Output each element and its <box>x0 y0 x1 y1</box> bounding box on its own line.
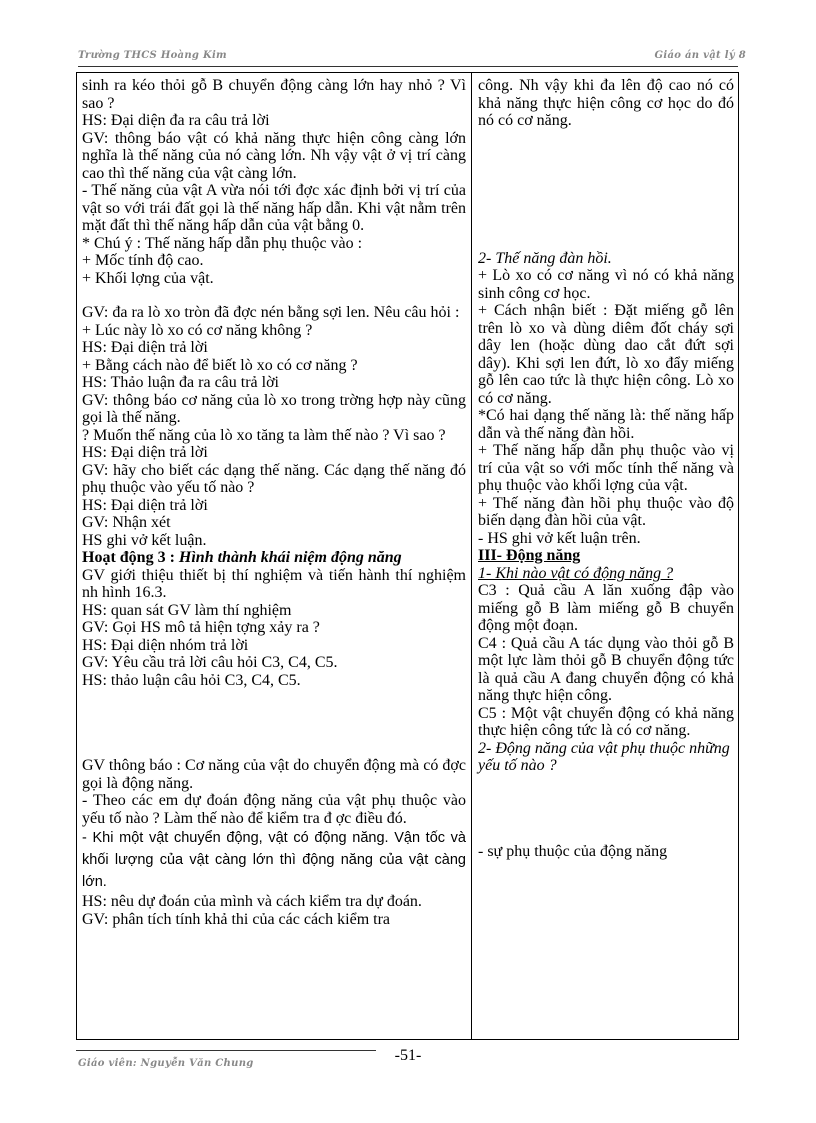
left-line-31: GV: phân tích tính khả thi của các cách kiểm tra <box>82 910 391 928</box>
left-line-14: HS: Đại diện trả lời <box>82 444 208 461</box>
header-subject: Giáo án vật lý 8 <box>654 50 746 61</box>
right-line-10: C3 : Quả cầu A lăn xuống đập vào miếng gỗ B làm miếng gỗ B chuyển động một đoạn. <box>478 582 734 634</box>
lesson-content-column <box>478 77 734 860</box>
left-line-8: + Lúc này lò xo có cơ năng không ? <box>82 321 313 339</box>
left-line-18: HS ghi vở kết luận. <box>82 531 207 549</box>
right-line-6: + Thế năng đàn hồi phụ thuộc vào độ biến dạng đàn hồi của vật. <box>478 494 734 529</box>
footer-rule <box>76 1050 376 1051</box>
page-number: -51- <box>394 1047 422 1064</box>
left-line-1: HS: Đại diện đa ra câu trả lời <box>82 112 270 129</box>
left-line-4: * Chú ý : Thế năng hấp dẫn phụ thuộc vào : <box>82 234 363 252</box>
left-line-6: + Khối lợng của vật. <box>82 269 214 287</box>
left-line-11: HS: Thảo luận đa ra câu trả lời <box>82 374 279 391</box>
activity-3-title: Hình thành khái niệm động năng <box>178 549 402 566</box>
right-line-2: + Lò xo có cơ năng vì nó có khả năng sinh công cơ học. <box>478 267 734 302</box>
left-line-3: - Thế năng của vật A vừa nói tới đợc xác định bởi vị trí của vật so với trái đất gọi là thế năng hấp dẫn. Khi vật nằm trên mặt đất thì thế năng hấp dẫn của vật bằng 0. <box>82 182 466 234</box>
left-line-5: + Mốc tính độ cao. <box>82 252 204 269</box>
left-line-15: GV: hãy cho biết các dạng thế năng. Các dạng thế năng đó phụ thuộc vào yếu tố nào ? <box>82 461 466 496</box>
activity-3-heading <box>82 549 466 567</box>
left-line-28: - Theo các em dự đoán động năng của vật phụ thuộc vào yếu tố nào ? Làm thế nào để kiểm tra đ ợc điều đó. <box>82 792 466 827</box>
left-line-16: HS: Đại diện trả lời <box>82 496 208 514</box>
left-line-7: GV: đa ra lò xo tròn đã đợc nén bằng sợi len. Nêu câu hỏi : <box>82 304 460 321</box>
left-line-24: HS: Đại diện nhóm trả lời <box>82 636 249 654</box>
header-school: Trường THCS Hoàng Kim <box>78 50 227 61</box>
kinetic-energy-heading: III- Động năng <box>478 547 581 564</box>
elastic-potential-heading: 2- Thế năng đàn hồi. <box>478 249 612 267</box>
right-line-5: + Thế năng hấp dẫn phụ thuộc vào vị trí của vật so với mốc tính thế năng và phụ thuộc vào khối lợng của vật. <box>478 442 734 494</box>
teacher-student-activity-column <box>82 77 466 928</box>
right-line-3: + Cách nhận biết : Đặt miếng gỗ lên trên lò xo và dùng diêm đốt cháy sợi dây len (hoặc dùng dao cắt đứt sợi dây). Khi sợi len đứt, lò xo đẩy miếng gỗ lên cao tức là thực hiện công. Lò xo có cơ năng. <box>478 302 734 407</box>
left-line-0: sinh ra kéo thỏi gỗ B chuyển động càng lớn hay nhỏ ? Vì sao ? <box>82 77 466 112</box>
when-kinetic-heading: 1- Khi nào vật có động năng ? <box>478 564 674 582</box>
left-line-13: ? Muốn thế năng của lò xo tăng ta làm thế nào ? Vì sao ? <box>82 426 446 444</box>
activity-3-label: Hoạt động 3 : <box>82 549 175 566</box>
right-line-4: *Có hai dạng thế năng là: thế năng hấp dẫn và thế năng đàn hồi. <box>478 407 734 442</box>
left-line-2: GV: thông báo vật có khả năng thực hiện công càng lớn nghĩa là thế năng của nó càng lớn. Nh vậy vật ở vị trí càng cao thì thế năng của vật càng lớn. <box>82 129 466 182</box>
left-line-22: HS: quan sát GV làm thí nghiệm <box>82 601 292 619</box>
kinetic-factors-heading: 2- Động năng của vật phụ thuộc những yếu tố nào ? <box>478 739 730 774</box>
right-line-7: - HS ghi vở kết luận trên. <box>478 529 641 547</box>
left-line-26: HS: thảo luận câu hỏi C3, C4, C5. <box>82 671 301 689</box>
right-line-12: C5 : Một vật chuyển động có khả năng thực hiện công tức là có cơ năng. <box>478 704 734 739</box>
left-line-30: HS: nêu dự đoán của mình và cách kiểm tra dự đoán. <box>82 893 422 910</box>
footer-author: Giáo viên: Nguyễn Văn Chung <box>78 1058 254 1069</box>
left-line-9: HS: Đại diện trả lời <box>82 339 208 356</box>
right-line-0: công. Nh vậy khi đa lên độ cao nó có khả năng thực hiện công cơ học do đó nó có cơ năng. <box>478 77 734 129</box>
right-line-14: - sự phụ thuộc của động năng <box>478 842 668 860</box>
left-line-23: GV: Gọi HS mô tả hiện tợng xảy ra ? <box>82 619 320 636</box>
left-line-21: GV giới thiệu thiết bị thí nghiệm và tiến hành thí nghiệm nh hình 16.3. <box>82 566 466 601</box>
left-line-10: + Bằng cách nào để biết lò xo có cơ năng ? <box>82 356 358 374</box>
left-line-17: GV: Nhận xét <box>82 514 171 531</box>
left-line-25: GV: Yêu cầu trả lời câu hỏi C3, C4, C5. <box>82 654 338 671</box>
left-line-27: GV thông báo : Cơ năng của vật do chuyển động mà có đợc gọi là động năng. <box>82 757 466 792</box>
kinetic-energy-conclusion: - Khi một vật chuyển động, vật có động năng. Vận tốc và khối lượng của vật càng lớn thì động năng của vật càng lớn. <box>82 830 466 890</box>
column-divider <box>471 72 472 1040</box>
left-line-12: GV: thông báo cơ năng của lò xo trong trờng hợp này cũng gọi là thế năng. <box>82 391 466 426</box>
header-rule <box>78 66 738 67</box>
right-line-11: C4 : Quả cầu A tác dụng vào thỏi gỗ B một lực làm thỏi gỗ B chuyển động tức là quả cầu A đang chuyển động có khả năng thực hiện công. <box>478 634 734 704</box>
